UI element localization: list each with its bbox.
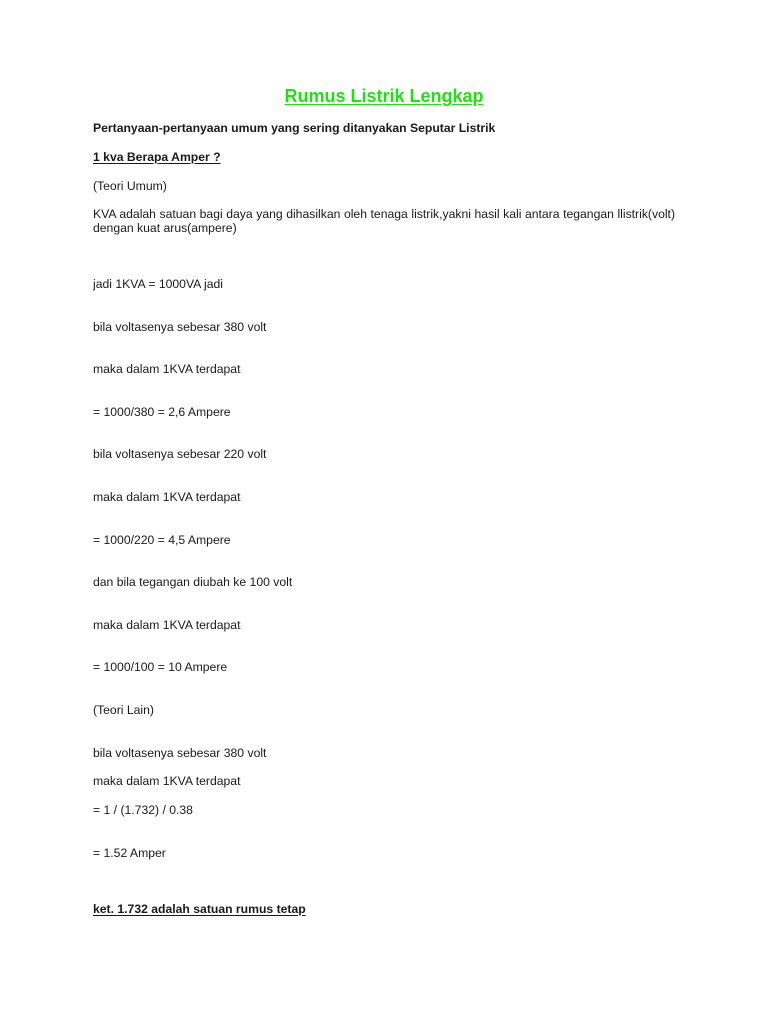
document-subtitle: Pertanyaan-pertanyaan umum yang sering ditanyakan Seputar Listrik [93,121,496,135]
text-line: dan bila tegangan diubah ke 100 volt [93,575,293,589]
kva-definition-paragraph: KVA adalah satuan bagi daya yang dihasilkan oleh tenaga listrik,yakni hasil kali antara tegangan llistrik(volt) dengan kuat arus(ampere) [93,207,675,235]
question-heading: 1 kva Berapa Amper ? [93,150,221,164]
text-line: = 1.52 Amper [93,846,166,860]
text-line: = 1000/100 = 10 Ampere [93,660,228,674]
document-title: Rumus Listrik Lengkap [284,86,484,106]
theory-other-label: (Teori Lain) [93,703,154,717]
text-line: = 1 / (1.732) / 0.38 [93,803,193,817]
text-line: bila voltasenya sebesar 380 volt [93,320,267,334]
text-line: = 1000/380 = 2,6 Ampere [93,405,231,419]
text-line: bila voltasenya sebesar 380 volt [93,746,267,760]
text-line: = 1000/220 = 4,5 Ampere [93,533,231,547]
text-line: maka dalam 1KVA terdapat [93,774,241,788]
note-line: ket. 1.732 adalah satuan rumus tetap [93,902,306,916]
text-line: maka dalam 1KVA terdapat [93,618,241,632]
text-line: maka dalam 1KVA terdapat [93,362,241,376]
text-line: bila voltasenya sebesar 220 volt [93,447,267,461]
text-line: jadi 1KVA = 1000VA jadi [93,277,223,291]
text-line: maka dalam 1KVA terdapat [93,490,241,504]
theory-general-label: (Teori Umum) [93,179,167,193]
